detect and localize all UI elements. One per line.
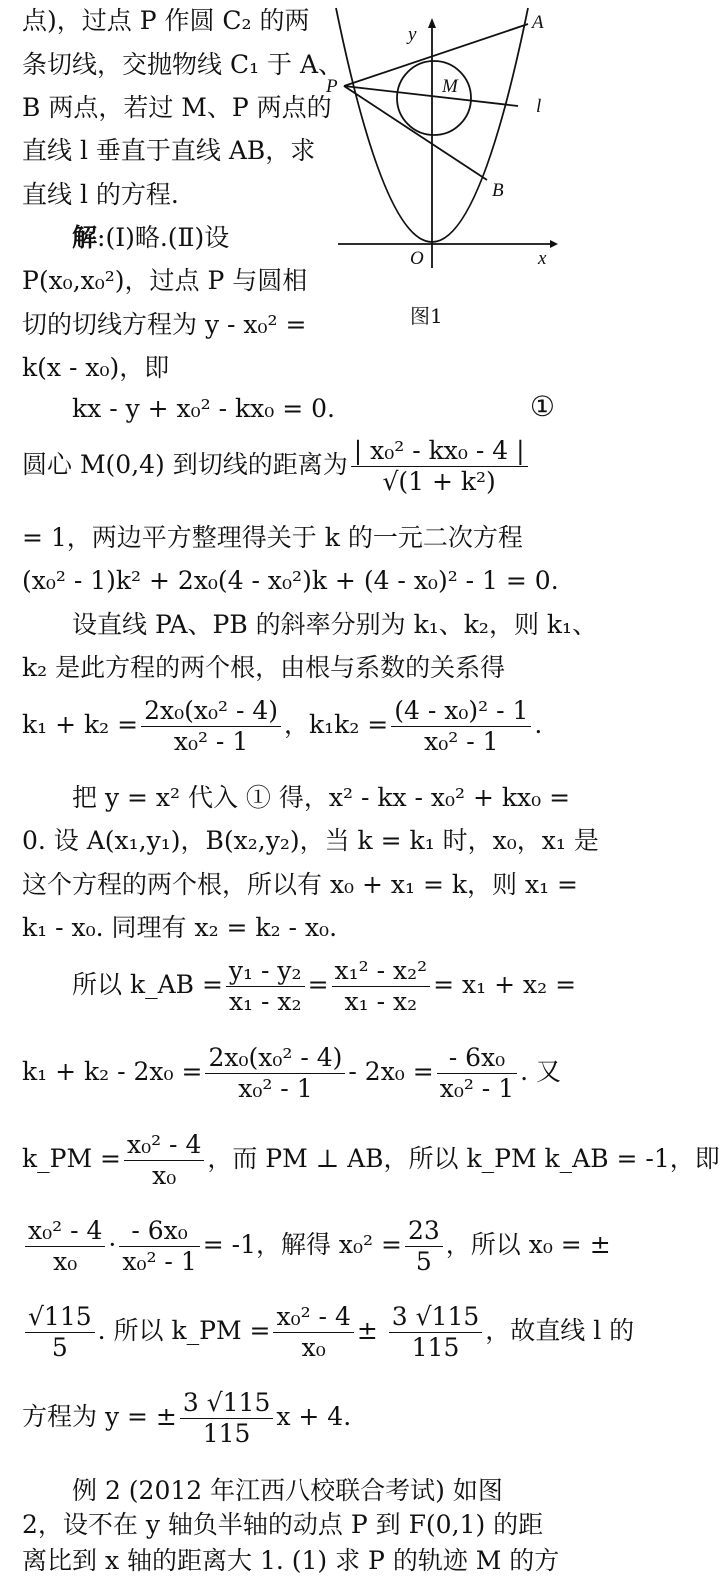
answer-line [22, 1388, 555, 1449]
solve-fraction-3 [405, 1216, 443, 1277]
label-b: B [492, 180, 504, 201]
kpm-value-denominator-1: x₀ [301, 1333, 326, 1362]
example-2-line-1: 例 2 (2012 年江西八校联合考试) 如图 [72, 1476, 503, 1505]
kab-fraction-2 [332, 956, 431, 1017]
product-fraction [391, 696, 531, 757]
text-line-14: 设直线 PA、PB 的斜率分别为 k₁、k₂，则 k₁、 [72, 610, 598, 639]
equation-1: kx - y + x₀² - kx₀ = 0. [72, 394, 336, 423]
text-line-5: 直线 l 的方程. [22, 180, 179, 209]
answer-denominator: 115 [202, 1419, 251, 1448]
solve-fraction-2 [119, 1216, 199, 1277]
answer-end: x + 4. [276, 1402, 352, 1431]
distance-denominator: √(1 + k²) [382, 467, 496, 496]
text-line-17: 把 y = x² 代入 ① 得，x² - kx - x₀² + kx₀ = [72, 783, 571, 812]
figure-caption: 图1 [410, 304, 443, 328]
sum-numerator: 2x₀(x₀² - 4) [141, 696, 281, 727]
kpm-value-numerator-1: x₀² - 4 [273, 1302, 353, 1333]
text-line-9: k(x - x₀)，即 [22, 353, 170, 382]
distance-fraction [351, 436, 528, 497]
text-line-11 [22, 436, 555, 497]
kpm-numerator: x₀² - 4 [124, 1130, 204, 1161]
kab-numerator-3: 2x₀(x₀² - 4) [205, 1043, 345, 1074]
solve-dot: · [108, 1230, 117, 1259]
kpm-value-numerator-2: 3 √115 [389, 1302, 483, 1333]
x0-denominator: 5 [51, 1333, 68, 1362]
solve-end: ，所以 x₀ = ± [445, 1230, 611, 1259]
solve-numerator-2: - 6x₀ [119, 1216, 199, 1247]
text-line-12: = 1，两边平方整理得关于 k 的一元二次方程 [22, 523, 523, 552]
example-2-line-2: 2，设不在 y 轴负半轴的动点 P 到 F(0,1) 的距 [22, 1510, 544, 1539]
kab-numerator-4: - 6x₀ [437, 1043, 517, 1074]
label-y: y [408, 24, 417, 45]
kab-continued-label: k₁ + k₂ - 2x₀ = [22, 1057, 203, 1086]
kpm-value-line [22, 1302, 635, 1363]
kab-numerator-1: y₁ - y₂ [226, 956, 305, 987]
solution-text: :(Ⅰ)略.(Ⅱ)设 [97, 223, 230, 252]
text-line-7: P(x₀,x₀²)，过点 P 与圆相 [22, 266, 308, 295]
kab-minus: - 2x₀ = [348, 1057, 434, 1086]
equation-1-marker: ① [529, 390, 555, 423]
sum-label: k₁ + k₂ = [22, 710, 139, 739]
kab-fraction-1 [226, 956, 305, 1017]
sum-fraction [141, 696, 281, 757]
answer-fraction [180, 1388, 274, 1449]
kab-denominator-2: x₁ - x₂ [344, 987, 418, 1016]
kpm-value-end: ，故直线 l 的 [485, 1316, 635, 1345]
kpm-label: k_PM = [22, 1144, 121, 1173]
text-line-1: 点)，过点 P 作圆 C₂ 的两 [22, 6, 310, 35]
kpm-value-denominator-2: 115 [411, 1333, 460, 1362]
product-denominator: x₀² - 1 [424, 727, 499, 756]
kab-end: . 又 [520, 1057, 562, 1086]
label-m: M [442, 76, 458, 97]
kpm-value-pm: ± [356, 1316, 386, 1345]
solve-numerator-1: x₀² - 4 [25, 1216, 105, 1247]
answer-label: 方程为 y = ± [22, 1402, 177, 1431]
x0-numerator: √115 [25, 1302, 95, 1333]
kab-denominator-1: x₁ - x₂ [228, 987, 302, 1016]
vieta-line [22, 696, 555, 757]
solution-line [72, 223, 555, 253]
solve-denominator-3: 5 [415, 1247, 432, 1276]
example-2-line-3: 离比到 x 轴的距离大 1. (1) 求 P 的轨迹 M 的方 [22, 1546, 560, 1575]
solve-numerator-3: 23 [405, 1216, 443, 1247]
kab-label: 所以 k_AB = [72, 970, 223, 999]
vieta-end: . [534, 710, 543, 739]
quadratic-equation: (x₀² - 1)k² + 2x₀(4 - x₀²)k + (4 - x₀)² - 1 = 0. [22, 566, 559, 595]
kab-equals: = [307, 970, 329, 999]
text-line-4: 直线 l 垂直于直线 AB，求 [22, 136, 316, 165]
kpm-value-fraction-1 [273, 1302, 353, 1363]
kab-continued-line [22, 1043, 562, 1104]
kpm-fraction [124, 1130, 204, 1191]
solution-label: 解 [72, 223, 98, 252]
product-label: ，k₁k₂ = [284, 710, 389, 739]
label-l: l [536, 96, 542, 117]
solve-text: = -1，解得 x₀² = [202, 1230, 402, 1259]
label-p: P [326, 76, 338, 97]
x0-fraction [25, 1302, 95, 1363]
kab-denominator-3: x₀² - 1 [238, 1074, 313, 1103]
kpm-value-text: . 所以 k_PM = [97, 1316, 271, 1345]
kpm-denominator: x₀ [152, 1161, 177, 1190]
kab-numerator-2: x₁² - x₂² [332, 956, 431, 987]
kab-result: = x₁ + x₂ = [433, 970, 577, 999]
kab-fraction-4 [437, 1043, 517, 1104]
text-line-15: k₂ 是此方程的两个根，由根与系数的关系得 [22, 653, 506, 682]
label-x: x [538, 248, 547, 269]
text-line-3: B 两点，若过 M、P 两点的 [22, 93, 332, 122]
kab-line [72, 956, 577, 1017]
label-a: A [532, 12, 544, 33]
text-line-8: 切的切线方程为 y - x₀² = [22, 310, 307, 339]
kpm-line [22, 1130, 720, 1191]
label-o: O [410, 248, 424, 269]
kpm-text: ，而 PM ⊥ AB，所以 k_PM k_AB = -1，即 [207, 1144, 720, 1173]
kab-denominator-4: x₀² - 1 [439, 1074, 515, 1103]
text-line-2: 条切线，交抛物线 C₁ 于 A、 [22, 50, 344, 79]
solve-denominator-2: x₀² - 1 [122, 1247, 197, 1276]
distance-text: 圆心 M(0,4) 到切线的距离为 [22, 450, 348, 479]
solve-denominator-1: x₀ [53, 1247, 78, 1276]
answer-numerator: 3 √115 [180, 1388, 274, 1419]
solve-fraction-1 [25, 1216, 105, 1277]
kab-fraction-3 [205, 1043, 345, 1104]
distance-numerator: | x₀² - kx₀ - 4 | [351, 436, 528, 467]
text-line-19: 这个方程的两个根，所以有 x₀ + x₁ = k，则 x₁ = [22, 870, 578, 899]
sum-denominator: x₀² - 1 [173, 727, 249, 756]
solve-line [22, 1216, 611, 1277]
kpm-value-fraction-2 [389, 1302, 483, 1363]
text-line-18: 0. 设 A(x₁,y₁)，B(x₂,y₂)，当 k = k₁ 时，x₀，x₁ 是 [22, 826, 599, 855]
text-line-20: k₁ - x₀. 同理有 x₂ = k₂ - x₀. [22, 913, 338, 942]
product-numerator: (4 - x₀)² - 1 [391, 696, 531, 727]
